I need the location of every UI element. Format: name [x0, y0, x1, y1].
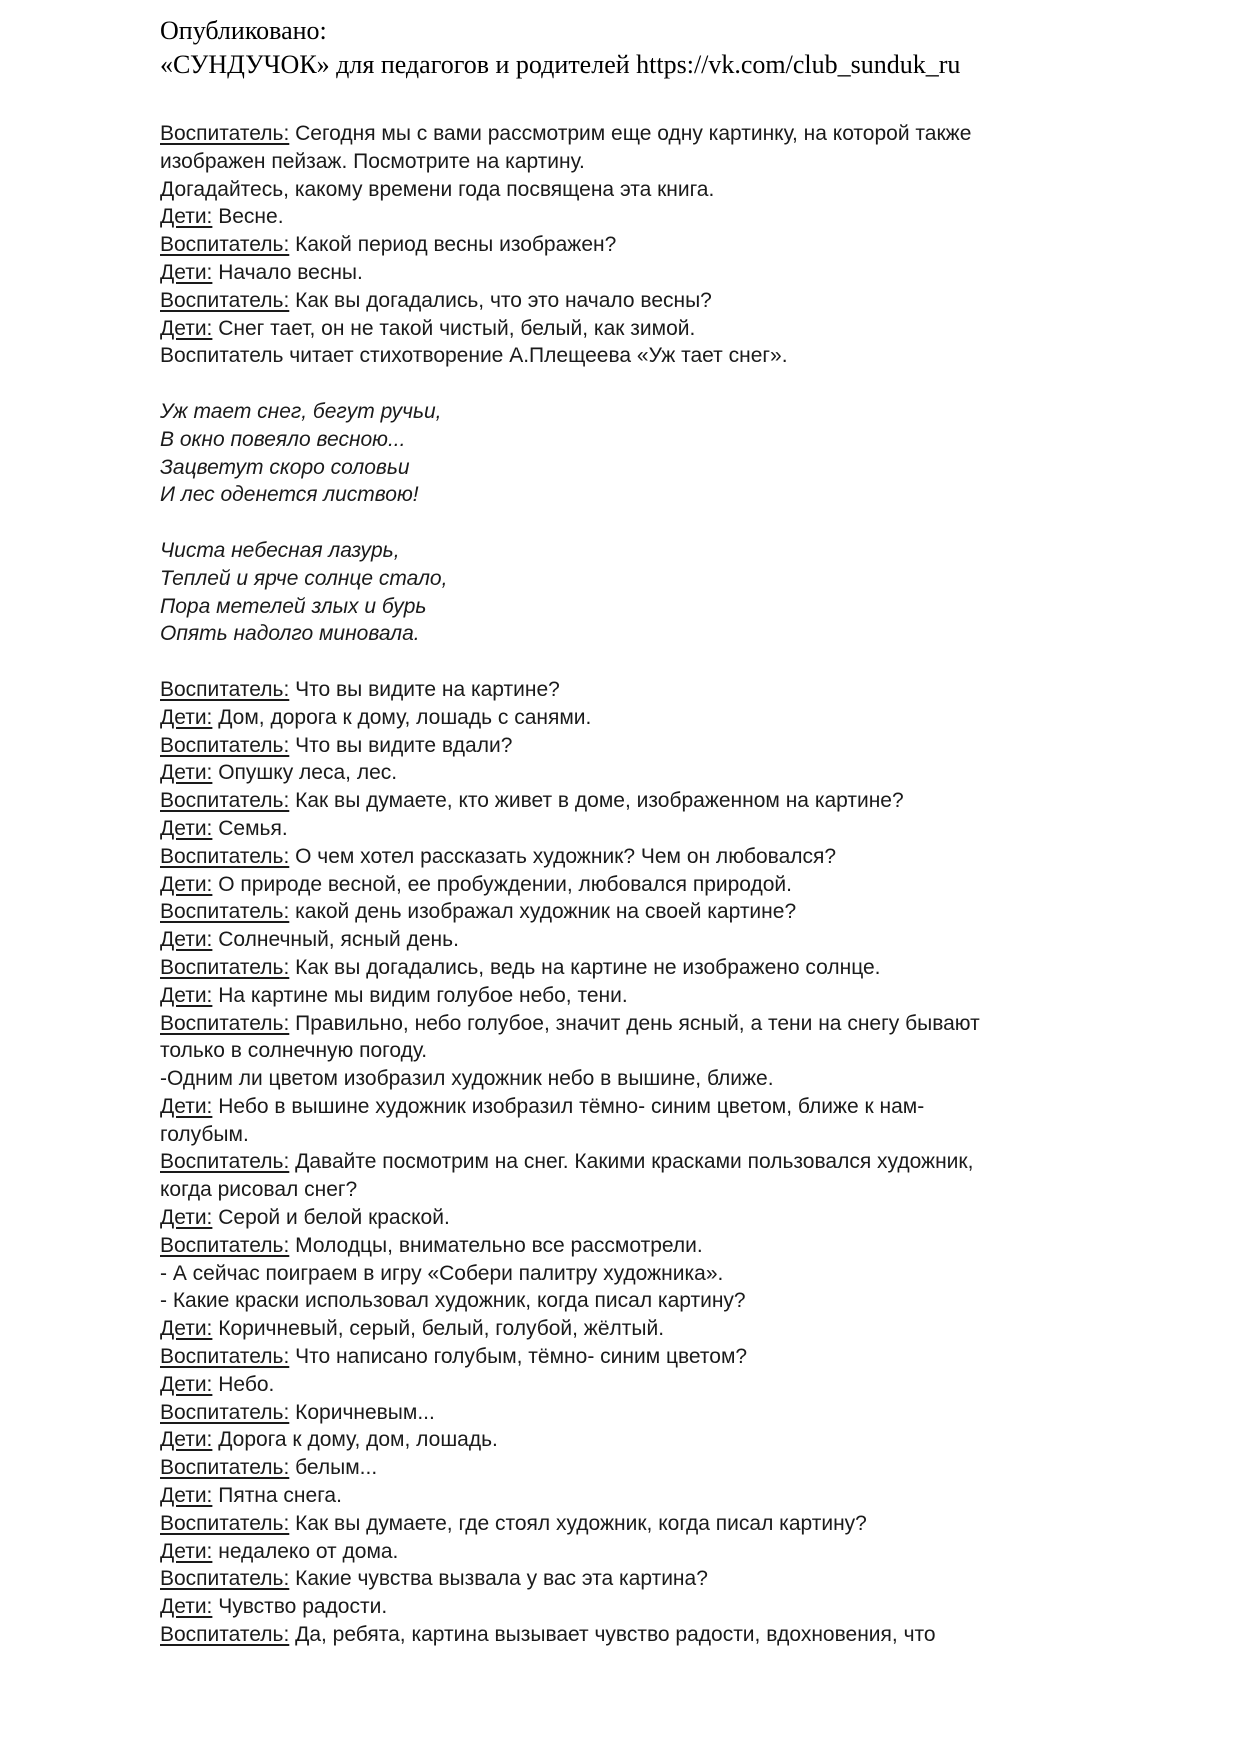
dialogue-line — [160, 1538, 1168, 1566]
line-text: Давайте посмотрим на снег. Какими красками пользовался художник, — [289, 1150, 974, 1174]
speaker-label: Дети: — [160, 705, 213, 729]
speaker-label: Дети: — [160, 205, 213, 229]
speaker-label: Воспитатель: — [160, 1567, 290, 1591]
speaker-label: Дети: — [160, 1372, 213, 1396]
line-text: Чувство радости. — [212, 1595, 388, 1619]
dialogue-line — [160, 1399, 1168, 1427]
dialogue-line: когда рисовал снег? — [160, 1178, 358, 1202]
line-text: Начало весны. — [212, 260, 363, 284]
line-text: Какой период весны изображен? — [289, 233, 617, 257]
dialogue-line: -Одним ли цветом изобразил художник небо в вышине, ближе. — [160, 1067, 774, 1091]
dialogue-line — [160, 898, 1168, 926]
dialogue-line — [160, 1621, 1168, 1649]
dialogue-line — [160, 1315, 1168, 1343]
speaker-label: Воспитатель: — [160, 1456, 290, 1480]
line-text: Дорога к дому, дом, лошадь. — [212, 1428, 498, 1452]
speaker-label: Дети: — [160, 260, 213, 284]
poem-line: Опять надолго миновала. — [160, 622, 420, 646]
dialogue-line — [160, 315, 1168, 343]
dialogue-line — [160, 203, 1168, 231]
document-body — [160, 120, 1168, 1649]
speaker-label: Воспитатель: — [160, 789, 290, 813]
dialogue-line: изображен пейзаж. Посмотрите на картину. — [160, 149, 585, 173]
dialogue-line — [160, 120, 1168, 148]
dialogue-line — [160, 871, 1168, 899]
line-text: белым... — [289, 1456, 378, 1480]
dialogue-line: голубым. — [160, 1122, 249, 1146]
dialogue-line — [160, 1148, 1168, 1176]
line-text: Правильно, небо голубое, значит день ясный, а тени на снегу бывают — [289, 1011, 980, 1035]
dialogue-line — [160, 231, 1168, 259]
speaker-label: Дети: — [160, 1428, 213, 1452]
speaker-label: Дети: — [160, 928, 213, 952]
published-label: Опубликовано: — [160, 16, 327, 45]
dialogue-line — [160, 1232, 1168, 1260]
line-text: Небо в вышине художник изобразил тёмно- синим цветом, ближе к нам- — [212, 1094, 925, 1118]
poem-line: Пора метелей злых и бурь — [160, 594, 427, 618]
dialogue-line — [160, 1454, 1168, 1482]
dialogue-line — [160, 1093, 1168, 1121]
poem-line: Чиста небесная лазурь, — [160, 538, 400, 562]
line-text: Коричневым... — [289, 1400, 435, 1424]
line-text: Серой и белой краской. — [212, 1206, 450, 1230]
speaker-label: Воспитатель: — [160, 733, 290, 757]
line-text: Что вы видите вдали? — [289, 733, 513, 757]
poem-line: И лес оденется листвою! — [160, 483, 419, 507]
line-text: Пятна снега. — [212, 1484, 342, 1508]
line-text: Семья. — [212, 816, 288, 840]
speaker-label: Дети: — [160, 316, 213, 340]
dialogue-line — [160, 1371, 1168, 1399]
line-text: Что написано голубым, тёмно- синим цветом? — [289, 1345, 748, 1369]
speaker-label: Дети: — [160, 761, 213, 785]
dialogue-line: только в солнечную погоду. — [160, 1039, 428, 1063]
dialogue-line — [160, 676, 1168, 704]
line-text: какой день изображал художник на своей картине? — [289, 900, 797, 924]
dialogue-line — [160, 954, 1168, 982]
document-header — [160, 14, 1168, 82]
speaker-label: Дети: — [160, 1484, 213, 1508]
speaker-label: Дети: — [160, 1595, 213, 1619]
poem-line: Теплей и ярче солнце стало, — [160, 566, 448, 590]
line-text: Как вы догадались, что это начало весны? — [289, 288, 712, 312]
line-text: Коричневый, серый, белый, голубой, жёлтый. — [212, 1317, 665, 1341]
speaker-label: Воспитатель: — [160, 1623, 290, 1647]
speaker-label: Воспитатель: — [160, 677, 290, 701]
speaker-label: Воспитатель: — [160, 1400, 290, 1424]
speaker-label: Воспитатель: — [160, 288, 290, 312]
dialogue-line: - Какие краски использовал художник, когда писал картину? — [160, 1289, 746, 1313]
line-text: Весне. — [212, 205, 284, 229]
dialogue-line: Воспитатель читает стихотворение А.Плещеева «Уж тает снег». — [160, 344, 788, 368]
line-text: Солнечный, ясный день. — [212, 928, 459, 952]
dialogue-line — [160, 1482, 1168, 1510]
blank-line — [160, 509, 1168, 537]
line-text: Да, ребята, картина вызывает чувство радости, вдохновения, что — [289, 1623, 936, 1647]
dialogue-line: Догадайтесь, какому времени года посвящена эта книга. — [160, 177, 715, 201]
line-text: Что вы видите на картине? — [289, 677, 560, 701]
speaker-label: Дети: — [160, 983, 213, 1007]
line-text: Опушку леса, лес. — [212, 761, 398, 785]
line-text: Дом, дорога к дому, лошадь с санями. — [212, 705, 592, 729]
dialogue-line — [160, 287, 1168, 315]
dialogue-line — [160, 815, 1168, 843]
poem-line: Зацветут скоро соловьи — [160, 455, 410, 479]
poem-line: Уж тает снег, бегут ручьи, — [160, 399, 442, 423]
speaker-label: Воспитатель: — [160, 1345, 290, 1369]
dialogue-line — [160, 1010, 1168, 1038]
line-text: На картине мы видим голубое небо, тени. — [212, 983, 628, 1007]
speaker-label: Воспитатель: — [160, 233, 290, 257]
line-text: Сегодня мы с вами рассмотрим еще одну картинку, на которой также — [289, 122, 972, 145]
speaker-label: Воспитатель: — [160, 900, 290, 924]
line-text: недалеко от дома. — [212, 1539, 399, 1563]
dialogue-line — [160, 982, 1168, 1010]
blank-line — [160, 648, 1168, 676]
line-text: Небо. — [212, 1372, 275, 1396]
dialogue-line — [160, 843, 1168, 871]
speaker-label: Дети: — [160, 816, 213, 840]
line-text: О природе весной, ее пробуждении, любовался природой. — [212, 872, 792, 896]
dialogue-line — [160, 1204, 1168, 1232]
dialogue-line — [160, 787, 1168, 815]
speaker-label: Воспитатель: — [160, 844, 290, 868]
speaker-label: Воспитатель: — [160, 1011, 290, 1035]
speaker-label: Воспитатель: — [160, 1233, 290, 1257]
blank-line — [160, 370, 1168, 398]
line-text: Как вы догадались, ведь на картине не изображено солнце. — [289, 955, 881, 979]
speaker-label: Воспитатель: — [160, 122, 290, 145]
source-line: «СУНДУЧОК» для педагогов и родителей https://vk.com/club_sunduk_ru — [160, 50, 961, 79]
dialogue-line — [160, 732, 1168, 760]
dialogue-line — [160, 926, 1168, 954]
line-text: Молодцы, внимательно все рассмотрели. — [289, 1233, 703, 1257]
line-text: Снег тает, он не такой чистый, белый, как зимой. — [212, 316, 696, 340]
speaker-label: Воспитатель: — [160, 1511, 290, 1535]
dialogue-line: - А сейчас поиграем в игру «Собери палитру художника». — [160, 1261, 724, 1285]
speaker-label: Дети: — [160, 1539, 213, 1563]
line-text: Как вы думаете, кто живет в доме, изображенном на картине? — [289, 789, 904, 813]
line-text: Как вы думаете, где стоял художник, когда писал картину? — [289, 1511, 867, 1535]
dialogue-line — [160, 1343, 1168, 1371]
speaker-label: Дети: — [160, 1317, 213, 1341]
dialogue-line — [160, 759, 1168, 787]
dialogue-line — [160, 1426, 1168, 1454]
speaker-label: Воспитатель: — [160, 1150, 290, 1174]
speaker-label: Дети: — [160, 1094, 213, 1118]
line-text: Какие чувства вызвала у вас эта картина? — [289, 1567, 708, 1591]
dialogue-line — [160, 1565, 1168, 1593]
dialogue-line — [160, 259, 1168, 287]
speaker-label: Воспитатель: — [160, 955, 290, 979]
speaker-label: Дети: — [160, 872, 213, 896]
dialogue-line — [160, 1593, 1168, 1621]
speaker-label: Дети: — [160, 1206, 213, 1230]
line-text: О чем хотел рассказать художник? Чем он любовался? — [289, 844, 837, 868]
dialogue-line — [160, 704, 1168, 732]
dialogue-line — [160, 1510, 1168, 1538]
poem-line: В окно повеяло весною... — [160, 427, 406, 451]
